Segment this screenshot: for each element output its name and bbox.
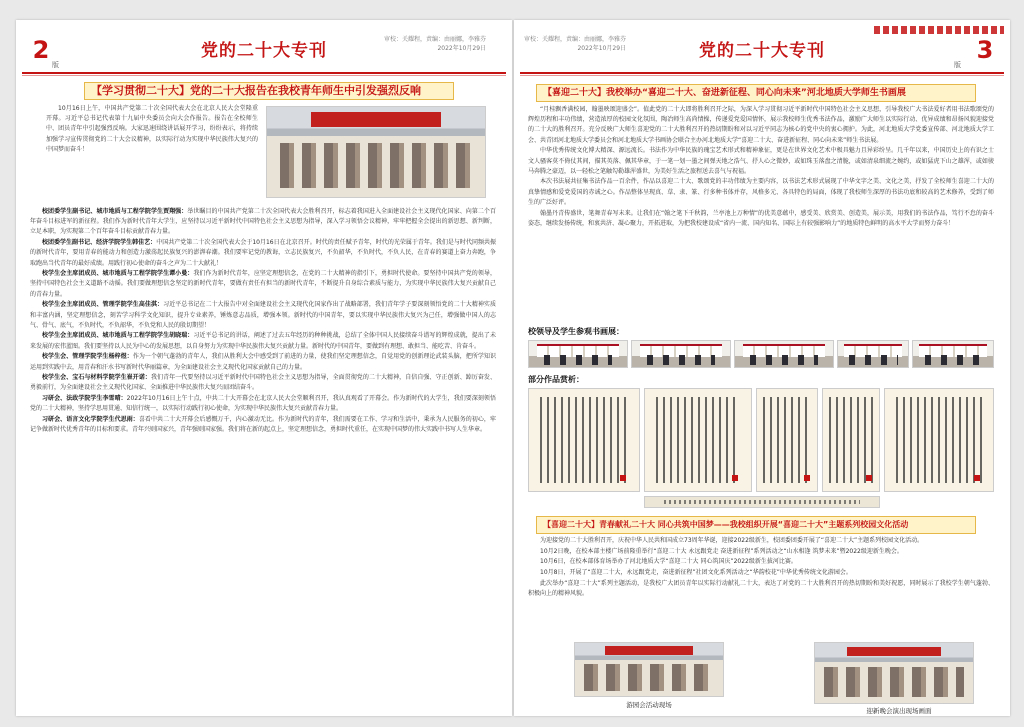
page-number: 3 — [976, 36, 994, 64]
article-body — [528, 105, 994, 325]
speaker-paragraph — [30, 415, 496, 435]
calligraphy-work — [884, 388, 994, 492]
paragraph: 中华优秀传统文化博大精深、源远流长。书法作为中华民族的瑰宝艺术形式和精神象征，更是在世界文化艺术中极具魅力且异彩纷呈。几千年以来，中国历史上的有识之士文人骚客莫不倚仗其间，描其英落、佩其华章，于一笔一划一墨之间弹天地之浩气、抒人心之微妙，或如珠玉落盘之清脆，或如清泉细流之婉约，或如猛虎下山之雄浑，或如骏马奔腾之豪迈，以一轻松之笔触勾勒雄浑盛世，为美好生活之旅程送去喜气与祝福。 — [528, 147, 994, 175]
speaker-paragraph — [30, 269, 496, 300]
page-right — [514, 20, 1010, 716]
speaker-name: 习研会、法政学院学生李雪晴： — [42, 395, 127, 403]
exhibition-photo — [912, 340, 994, 368]
calligraphy-work — [528, 388, 640, 492]
calligraphy-work — [822, 388, 880, 492]
exhibition-photo — [734, 340, 834, 368]
speaker-text: 我们青年一代要坚持以习近平新时代中国特色社会主义思想为指导，全面贯彻党的二十大精神，自信自强、守正创新、踔厉奋发、勇毅前行，为全面建设社会主义现代化国家、全面推进中华民族伟大复兴而团结奋斗。 — [30, 374, 496, 392]
speaker-text: 举世瞩目的中国共产党第二十次全国代表大会胜利召开，标志着我国进入全面建设社会主义现代化国家、向第二个百年奋斗目标进军的新征程。我们作为新时代青年大学生，应坚持以习近平新时代中国特色社会主义思想为指导，深入学习领悟会议精神，牢牢把握全会提出的新思想、新判断，立足本职，为实现第二个百年奋斗目标贡献青春力量。 — [30, 208, 496, 236]
speaker-text: 作为一个朝气蓬勃的青年人，我们从胜利大会中感受到了前进的力量，使我们坚定理想信念，自觉用党的创新理论武装头脑，把所学知识运用到实践中去，用青春和汗水书写新时代华丽篇章，为全面建设社会主义现代化国家贡献自己的力量。 — [30, 353, 496, 371]
paragraph: 此次举办“喜迎二十大”系列主题活动，是我校广大团员青年以实际行动献礼二十大，表达了对党的二十大胜利召开的热切期盼和美好祝愿，同时展示了我校学生朝气蓬勃、积极向上的精神风貌。 — [528, 579, 994, 598]
page-meta: 审校：关耀程，责编：由丽娜，李雅芬 2022年10月29日 — [524, 36, 627, 52]
paragraph: 10月2日晚，在校本部主楼广场前隆重举行“喜迎二十大 永远跟党走 奋进新征程”系列活动之“山水相逢 筑梦未来”暨2022级迎新生晚会。 — [540, 547, 903, 555]
speaker-text: 喜看中共二十大开幕会后感慨万千，内心激动无比。作为新时代的青年，我们需要在工作、学习和生活中，秉承为人民服务的初心，牢记争做新时代优秀青年的目标和要求。青年兴则国家兴，青年强则国家强。我们将在新的起点上，坚定理想信念，勇担时代重任，在实现中国梦的伟大实践中书写人生华章。 — [30, 416, 496, 434]
photo-caption: 游园会活动现场 — [626, 701, 672, 709]
photos-label: 校领导及学生参观书画展： — [528, 327, 624, 336]
speaker-paragraph — [30, 238, 496, 269]
divider — [22, 75, 506, 76]
speaker-paragraph — [30, 373, 496, 393]
paragraph: “月桂飘香满校园，翰墨映颂迎盛会”。值此党的二十大即将胜利召开之际，为深入学习贯彻习近平新时代中国特色社会主义思想，引导我校广大书法爱好者用书法歌颂党的辉煌历程和丰功伟绩，营造浓厚的校园文化氛围，陶冶师生高尚情操，传递爱党爱国情怀，展示我校师生优秀书法作品，激励广大师生以实际行动、优异成绩和昂扬风貌迎接党的二十大的胜利召开。充分反映广大师生喜迎党的二十大胜利召开的热切期盼和对以习近平同志为核心的党中央的衷心拥护。为此，河北地质大学党委宣传部、河北地质大学工会、共青团河北地质大学委员会和河北地质大学书画协会联合主办河北地质大学“喜迎二十大、奋进新征程、同心向未来”师生书法展。 — [528, 106, 994, 144]
paragraph: 10月6日，在校本部体育场举办了河北地质大学“喜迎二十大 同心筑国庆”2022级新生拔河比赛。 — [540, 558, 797, 566]
speaker-name: 校学生会主席团成员、管理学院学生高佳淇： — [42, 301, 164, 309]
speaker-text: 习近平总书记的讲话，阐述了过去五年经历的种种挑战，总结了全体中国人民接续奋斗谱写的辉煌成就，提出了未来发展的宏伟蓝图。我们要坚持以人民为中心的发展思想，以自身努力为实现中华民族伟大复兴贡献力量。新时代的中国青年，要做到有理想、敢担当、能吃苦、肯奋斗。 — [30, 332, 496, 350]
masthead-left — [16, 20, 512, 70]
edition-label: 版 — [52, 61, 59, 69]
speaker-name: 校团委学生副书记、经济学院学生韩佳艺： — [42, 239, 157, 247]
section-title: 【喜迎二十大】我校举办“喜迎二十大、奋进新征程、同心向未来”河北地质大学师生书画展 — [536, 84, 976, 102]
speaker-paragraph — [30, 331, 496, 351]
photo-study-session — [266, 106, 486, 198]
paragraph: 本次书法展共征集书法作品一百余件，作品以喜迎二十大、歌颂党的丰功伟绩为主要内容，以书法艺术形式展现了中华文字之美、文化之美，抒发了全校师生喜迎二十大的真挚情感和爱党爱国的赤诚之心。作品整体呈现真、草、隶、篆、行多种书体并存，风格多元、各具特色的局面，体现了我校师生深厚的书法功底和较高的艺术修养，受到了师生的广泛好评。 — [528, 178, 994, 206]
paragraph: 翰墨丹青传盛世，笔舞青春写未来。让我们在“翰之笔下千秋韵，兰亭池上万种情”的优美意蕴中，感受美、欣赏美、创造美，展示美，用我们的书法作品，笃行不怠的奋斗姿态，继续发扬传统，和衷共济、凝心聚力，开拓进取，为把我校建设成“省内一流、国内知名、国际上有较强影响力”的地质特色鲜明的高水平大学而努力奋斗！ — [528, 209, 994, 227]
page-number: 2 — [32, 36, 50, 64]
divider — [520, 75, 1004, 76]
photo-welcome-gala — [814, 642, 974, 704]
calligraphy-work — [644, 388, 752, 492]
section-title: 【学习贯彻二十大】党的二十大报告在我校青年师生中引发强烈反响 — [84, 82, 454, 100]
speaker-text: 我们作为新时代青年，应坚定理想信念，在党的二十大精神的指引下，勇担时代使命。要坚持中国共产党的领导，坚持中国特色社会主义道路不动摇。我们要做理想信念坚定的新时代青年，要做有责任有担当的新时代青年，不断提升自身综合素质与能力，为实现中华民族伟大复兴贡献自己的青春力量。 — [30, 270, 496, 298]
page-meta: 审校：关耀程，责编：由丽娜，李雅芬 2022年10月29日 — [384, 36, 487, 52]
speaker-text: 中国共产党第二十次全国代表大会于10月16日在北京召开。时代的责任赋予青年，时代的光荣属于青年。我们是与时代同频共振的新时代青年，要用青春的能动力和创造力激荡起民族复兴的澎湃春潮。我们要牢记党的教诲，立志民族复兴，不负韶华，不负时代，不负人民，在青春的赛道上奋力奔跑，争取跑出当代青年的最好成绩。用践行初心使命的奋斗之声为二十大献礼！ — [30, 239, 496, 267]
decorative-banner — [874, 26, 1004, 34]
speaker-paragraph — [30, 394, 496, 414]
divider — [520, 72, 1004, 74]
edition-label: 版 — [954, 61, 961, 69]
masthead-right — [514, 20, 1010, 70]
article-body — [528, 536, 994, 640]
speaker-paragraph — [30, 300, 496, 331]
intro-text: 10月16日上午，中国共产党第二十次全国代表大会在北京人民大会堂隆重开幕。习近平总书记代表第十九届中央委员会向大会作报告。报告在全校师生中、团员青年中引起强烈反响。大家迅速围绕讲话展开学习，纷纷表示，将持续加强学习宣传贯彻党的二十大会议精神，以实际行动为实现中华民族伟大复兴的中国梦而奋斗！ — [46, 105, 258, 153]
calligraphy-work — [756, 388, 818, 492]
exhibition-photo — [837, 340, 909, 368]
exhibition-photo — [528, 340, 628, 368]
speaker-text: 习近平总书记在二十大报告中对全面建设社会主义现代化国家作出了战略部署，我们青年学子要深刻领悟党的二十大精神实质和丰富内涵，坚定理想信念，刻苦学习科学文化知识，提升专业素养，锤炼意志品质，增强本领。新时代的中国青年，要以实现中华民族伟大复兴为己任，增强做中国人的志气、骨气、底气，不负时代，不负韶华，不负党和人民的殷切期望！ — [30, 301, 496, 329]
paragraph: 为迎接党的二十大胜利召开，庆祝中华人民共和国成立73周年华诞，迎接2022级新生，校团委团委开展了“喜迎二十大”主题系列校园文化活动。 — [540, 537, 924, 544]
photo-garden-party — [574, 642, 724, 697]
paragraph: 10月8日，开展了“喜迎二十大，永远跟党走，奋进新征程”社团文化系列活动之“华韵校花”中华优秀传统文化游园会。 — [540, 569, 852, 577]
speaker-text: 2022年10月16日上午十点，中共二十大开幕会在北京人民大会堂顺利召开，我认真观看了开幕会。作为新时代的大学生，我们要深刻领悟党的二十大精神，坚持学思用贯通、知信行统一，以实际行动践行初心使命，为实现中华民族伟大复兴贡献青春力量。 — [30, 395, 496, 413]
speaker-paragraph — [30, 352, 496, 372]
speaker-name: 校学生会主席团成员、城市地质与工程学院学生胡晓瑞： — [42, 332, 194, 340]
article-body — [30, 207, 496, 707]
works-label: 部分作品赏析： — [528, 375, 584, 384]
speaker-name: 校学生会、管理学院学生杨梓煜： — [42, 353, 133, 361]
speaker-name: 校学生会主席团成员、城市地质与工程学院学生谭小曼： — [42, 270, 194, 278]
page-left — [16, 20, 512, 716]
photo-caption: 迎新晚会演出现场画面 — [866, 707, 932, 715]
speaker-name: 校团委学生副书记、城市地质与工程学院学生贾翔强： — [42, 208, 188, 215]
speaker-name: 校学生会、宝石与材料学院学生崔开诺： — [42, 374, 151, 382]
calligraphy-work — [644, 496, 880, 508]
divider — [22, 72, 506, 74]
exhibition-photo — [631, 340, 731, 368]
speaker-paragraph — [30, 207, 496, 238]
section-title: 【喜迎二十大】青春献礼二十大 同心共筑中国梦——我校组织开展“喜迎二十大”主题系列校园文化活动 — [536, 516, 976, 534]
page-title: 党的二十大专刊 — [201, 41, 327, 61]
page-title: 党的二十大专刊 — [699, 41, 825, 61]
speaker-name: 习研会、语言文化学院学生代思雨： — [42, 416, 139, 424]
